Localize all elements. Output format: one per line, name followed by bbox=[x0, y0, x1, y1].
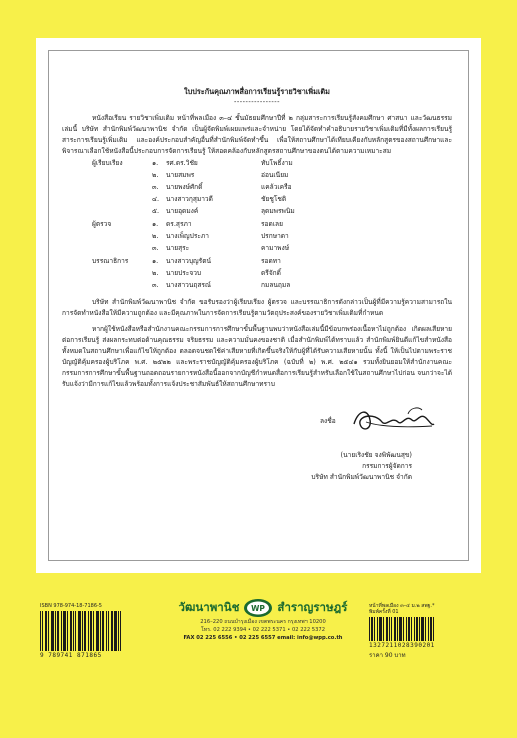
person-surname: อ่อนเนียม bbox=[261, 171, 289, 179]
signature-area bbox=[62, 396, 452, 450]
row-number: ๓. bbox=[152, 281, 159, 289]
person-name: นายอุดมงค์ bbox=[166, 207, 199, 215]
publisher-name: วัฒนาพานิช bbox=[178, 600, 240, 614]
isbn-label: ISBN 978-974-18-7186-5 bbox=[40, 603, 102, 609]
person-name: นางเพ็ญประภา bbox=[166, 232, 209, 240]
person-surname: ทับโพธิ์งาม bbox=[261, 159, 293, 167]
role-label: บรรณาธิการ bbox=[92, 257, 129, 265]
authors-list bbox=[62, 158, 452, 218]
roster-row bbox=[62, 231, 452, 243]
roster-row bbox=[62, 158, 452, 170]
barcode-bars bbox=[40, 611, 160, 651]
person-surname: ดรีจักดิ์ bbox=[261, 269, 281, 277]
roster-row bbox=[62, 194, 452, 206]
isbn-digits: 9 789741 871865 bbox=[40, 652, 102, 659]
document-body bbox=[62, 86, 452, 483]
row-number: ๕. bbox=[152, 207, 160, 215]
roster-row bbox=[62, 280, 452, 292]
roster-row bbox=[62, 182, 452, 194]
person-name: นางสาวกุสุมาวดี bbox=[166, 195, 213, 203]
title-divider: ---------------- bbox=[233, 98, 281, 106]
person-surname: ปรกษาดา bbox=[261, 232, 289, 240]
publisher-address: 216–220 ถนนบำรุงเมือง เขตพระนคร กรุงเทพฯ 10200 bbox=[200, 619, 326, 625]
person-surname: ชัยชูโชติ bbox=[261, 195, 287, 203]
row-number: ๑. bbox=[152, 220, 159, 228]
editors-list bbox=[62, 256, 452, 292]
edition-label: พิมพ์ครั้งที่ 01 bbox=[369, 609, 399, 615]
warranty-sheet bbox=[36, 38, 481, 573]
barcode-bars bbox=[369, 617, 473, 641]
liability-paragraph: หากผู้ใช้หนังสือหรือสำนักงานคณะกรรมการการศึกษาขั้นพื้นฐานพบว่าหนังสือเล่มนี้มีข้อบกพร่องเนื้อหาไม่ถูกต้อง เกิดผลเสียหายต่อการเรียนรู้ ส่งผลกระทบต่อด้านคุณธรรม จริยธรรม และความมั่นคงของชาติ เมื่อสำนักพิมพ์ได้ทราบแล้ว สำนักพิมพ์ยินดีแก้ไขสำหนังสือทั้งหมดในสถานศึกษาเพื่อแก้ไขให้ถูกต้อง ตลอดจนชดใช้ค่าเสียหายที่เกิดขึ้นจริงให้กับผู้ที่ได้รับความเสียหายนั้น ทั้งนี้ ให้เป็นไปตามพระราชบัญญัติคุ้มครองผู้บริโภค พ.ศ. ๒๕๒๒ และพระราชบัญญัติคุ้มครองผู้บริโภค (ฉบับที่ ๒) พ.ศ. ๒๕๔๑ รวมทั้งยินยอมให้สำนักงานคณะกรรมการการศึกษาขั้นพื้นฐานถอดถอนรายการหนังสือนี้ออกจากบัญชีกำหนดสื่อการเรียนรู้สำหรับเลือกใช้ในสถานศึกษาไปก่อน จนกว่าจะได้รับแจ้งว่ามีการแก้ไขแล้วพร้อมทั้งการแจ้งประชาสัมพันธ์ให้สถานศึกษาทราบ bbox=[62, 325, 452, 388]
person-surname: คามาพงษ์ bbox=[261, 244, 290, 252]
person-name: นายประจวบ bbox=[166, 269, 202, 277]
person-name: นายสมพร bbox=[166, 171, 195, 179]
person-name: นางสาวบุญรัตน์ bbox=[166, 257, 211, 265]
roster-row bbox=[62, 268, 452, 280]
row-number: ๒. bbox=[152, 269, 159, 277]
roster-row bbox=[62, 256, 452, 268]
row-number: ๓. bbox=[152, 244, 159, 252]
row-number: ๑. bbox=[152, 257, 159, 265]
book-code-digits: 1327211028390201 bbox=[369, 642, 435, 649]
publisher-fax-email: FAX 02 225 6556 • 02 225 6557 email: info@wpp.co.th bbox=[183, 635, 343, 641]
person-surname: รอดทา bbox=[261, 257, 281, 265]
logo-text: WP bbox=[251, 603, 266, 613]
person-surname: กมลนฤมล bbox=[261, 281, 291, 289]
roster-row bbox=[62, 170, 452, 182]
document-title: ใบประกันคุณภาพสื่อการเรียนรู้รายวิชาเพิ่มเติม bbox=[184, 87, 330, 96]
person-name: นางสาวนฤสรณ์ bbox=[166, 281, 212, 289]
signer-title: กรรมการผู้จัดการ bbox=[362, 462, 412, 470]
signature-scribble bbox=[348, 402, 438, 438]
person-surname: แคล้วเครือ bbox=[261, 183, 292, 191]
person-surname: ลุดมพรพนิม bbox=[261, 207, 295, 215]
publisher-name-secondary: สำราญราษฎร์ bbox=[277, 600, 348, 614]
person-name: นายพงษ์ศักดิ์ bbox=[166, 183, 203, 191]
signer-company: บริษัท สำนักพิมพ์วัฒนาพานิช จำกัด bbox=[311, 473, 412, 481]
publisher-names bbox=[168, 598, 358, 618]
signer-name: (นายเริงชัย จงพิพัฒนสุข) bbox=[340, 451, 412, 459]
publisher-phones: โทร. 02 222 9394 • 02 222 5371 • 02 222 5372 bbox=[200, 627, 325, 633]
reviewers-list bbox=[62, 219, 452, 255]
price-label: ราคา 90 บาท bbox=[369, 652, 406, 659]
person-surname: รอดเลย bbox=[261, 220, 283, 228]
roster-row bbox=[62, 219, 452, 231]
role-label: ผู้ตรวจ bbox=[92, 220, 112, 228]
row-number: ๓. bbox=[152, 183, 159, 191]
roster-row bbox=[62, 206, 452, 218]
person-name: ดร.สุรภา bbox=[166, 220, 192, 228]
publisher-block bbox=[168, 598, 358, 642]
book-code-label: หน้าที่พลเมือง ๓–๔ ม.๒ สพฐ.* bbox=[369, 603, 435, 609]
row-number: ๑. bbox=[152, 159, 159, 167]
row-number: ๒. bbox=[152, 171, 159, 179]
role-label: ผู้เรียบเรียง bbox=[92, 159, 123, 167]
price-barcode bbox=[369, 603, 473, 660]
person-name: รศ.ดร.วิชัย bbox=[166, 159, 198, 167]
sign-label: ลงชื่อ bbox=[320, 417, 336, 425]
person-name: นายสุระ bbox=[166, 244, 190, 252]
row-number: ๔. bbox=[152, 195, 160, 203]
isbn-barcode bbox=[40, 603, 160, 659]
publisher-logo-icon bbox=[243, 598, 273, 618]
row-number: ๒. bbox=[152, 232, 159, 240]
certification-paragraph: บริษัท สำนักพิมพ์วัฒนาพานิช จำกัด ขอรับรองว่าผู้เรียบเรียง ผู้ตรวจ และบรรณาธิการดังกล่าวเป็นผู้ที่มีความรู้ความสามารถในการจัดทำหนังสือให้มีความถูกต้อง และมีคุณภาพในการจัดการเรียนรู้ตามวัตถุประสงค์ของรายวิชาเพิ่มเติมที่กำหนด bbox=[62, 298, 452, 317]
intro-paragraph: หนังสือเรียน รายวิชาเพิ่มเติม หน้าที่พลเมือง ๓–๔ ชั้นมัธยมศึกษาปีที่ ๒ กลุ่มสาระการเรียนรู้สังคมศึกษา ศาสนา และวัฒนธรรม เล่มนี้ บริษัท สำนักพิมพ์วัฒนาพานิช จำกัด เป็นผู้จัดพิมพ์เผยแพร่และจำหน่าย โดยได้จัดทำคำอธิบายรายวิชาเพิ่มเติมที่มีทั้งผลการเรียนรู้ สาระการเรียนรู้เพิ่มเติม และองค์ประกอบสำคัญอื่นที่สำนักพิมพ์จัดทำขึ้น เพื่อให้สถานศึกษาได้เทียบเคียงกับหลักสูตรของสถานศึกษาและพิจารณาเลือกใช้หนังสือนี้ประกอบการจัดการเรียนรู้ ให้สอดคล้องกับหลักสูตรสถานศึกษาของตนได้ตามความเหมาะสม bbox=[62, 114, 452, 155]
roster-row bbox=[62, 243, 452, 255]
